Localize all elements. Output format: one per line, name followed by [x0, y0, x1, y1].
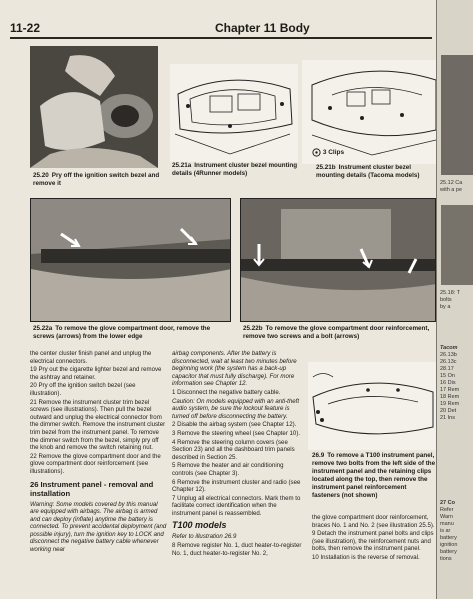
- t100-subheading: T100 models: [172, 520, 227, 531]
- adjacent-page-photo: [441, 55, 473, 175]
- text-column-3: the glove compartment door reinforcement, braces No. 1 and No. 2 (see illustration 25.5). 9 Detach the instrument panel bolts and clips (see illustration), the reinforcement nuts and bolts, then remove the instrument panel. 10 Installation is the reverse of removal.: [312, 514, 435, 561]
- page-number: 11-22: [10, 21, 41, 35]
- section-26-title: 26 Instrument panel - removal and installation: [30, 479, 154, 498]
- header-rule: [10, 37, 432, 39]
- clips-legend: 3 Clips: [312, 148, 344, 157]
- adjacent-page-text-2: 25.18: T bolts by a: [440, 290, 461, 310]
- figure-25-20-photo: [30, 46, 158, 168]
- adjacent-page-text-4: 27 Co Refer Warn manu is ar battery ignition battery tions: [440, 500, 458, 562]
- adjacent-page-edge: [436, 0, 473, 599]
- figure-26-9-drawing: [308, 362, 436, 450]
- text-column-2: airbag components. After the battery is disconnected, wait at least two minutes before beginning work (the system has a back-up capacitor that must fully discharge). For more information see Chapter 12. 1 Disconnect the negative battery cable. Caution: On models equipped with an anti-theft audio system, be sure the lockout feature is turned off before disconnecting the battery. 2 Disable the airbag system (see Chapter 12). 3 Remove the steering wheel (see Chapter 10). 4 Remove the steering column covers (see Section 23) and all the dashboard trim panels described in Section 25. 5 Remove the heater and air conditioning controls (see Chapter 3). 6 Remove the instrument cluster and radio (see Chapter 12). 7 Unplug all electrical connectors. Mark them to facilitate correct identification when the instrument panel is reassembled. T100 models Refer to illustration 26.9 8 Remove register No. 1, duct heater-to-register No. 1, duct heater-to-register No. 2,: [172, 350, 304, 558]
- caption-25-21b: 25.21b Instrument cluster bezel mounting details (Tacoma models): [316, 164, 420, 179]
- clip-symbol-icon: [312, 148, 321, 157]
- figure-25-22b-photo: [240, 198, 436, 322]
- caption-25-22b: 25.22b To remove the glove compartment door reinforcement, remove two screws and a bolt (arrows): [243, 325, 430, 340]
- adjacent-page-text-1: 25.12 Ca with a pe: [440, 180, 463, 193]
- page-header: [10, 18, 432, 38]
- text-column-1: the center cluster finish panel and unplug the electrical connectors. 19 Pry out the cigarette lighter bezel and remove the ashtray and retainer. 20 Pry off the ignition switch bezel (see illustration). 21 Remove the instrument cluster trim bezel screws (see illustrations). Then pull the bezel outward and unplug the electrical connector from the dimmer switch. Remove the instrument cluster trim bezel from the instrument panel. To remove the dimmer switch from the bezel, simply pry off the knob and remove the switch retaining nut. 22 Remove the glove compartment door and the glove compartment door reinforcement (see illustrations). 26 Instrument panel - removal and installation Warning: Some models covered by this manual are equipped with airbags. The airbag is armed and can deploy (inflate) anytime the battery is connected. To prevent accidental deployment (and possible injury), turn the ignition key to LOCK and disconnect the negative battery cable whenever working near: [30, 350, 167, 554]
- chapter-title: Chapter 11 Body: [215, 21, 310, 35]
- figure-25-21a-drawing: [170, 64, 298, 162]
- adjacent-page-photo-2: [441, 205, 473, 285]
- caption-25-22a: 25.22a To remove the glove compartment door, remove the screws (arrows) from the lower edge: [33, 325, 211, 340]
- caption-26-9: 26.9 To remove a T100 instrument panel, remove two bolts from the left side of the instrument panel and the retaining clips located along the top, then remove the instrument panel reinforcement fasteners (not shown): [312, 452, 436, 499]
- adjacent-page-text-3: Tacom 26.13b 26.13c 28.17 15 On 16 Dis 17 Rem 18 Rem 19 Rem 20 Det 21 Ins: [440, 345, 460, 421]
- figure-25-22a-photo: [30, 198, 231, 322]
- caption-25-20: 25.20 Pry off the ignition switch bezel and remove it: [33, 172, 160, 187]
- caption-25-21a: 25.21a Instrument cluster bezel mounting details (4Runner models): [172, 162, 298, 177]
